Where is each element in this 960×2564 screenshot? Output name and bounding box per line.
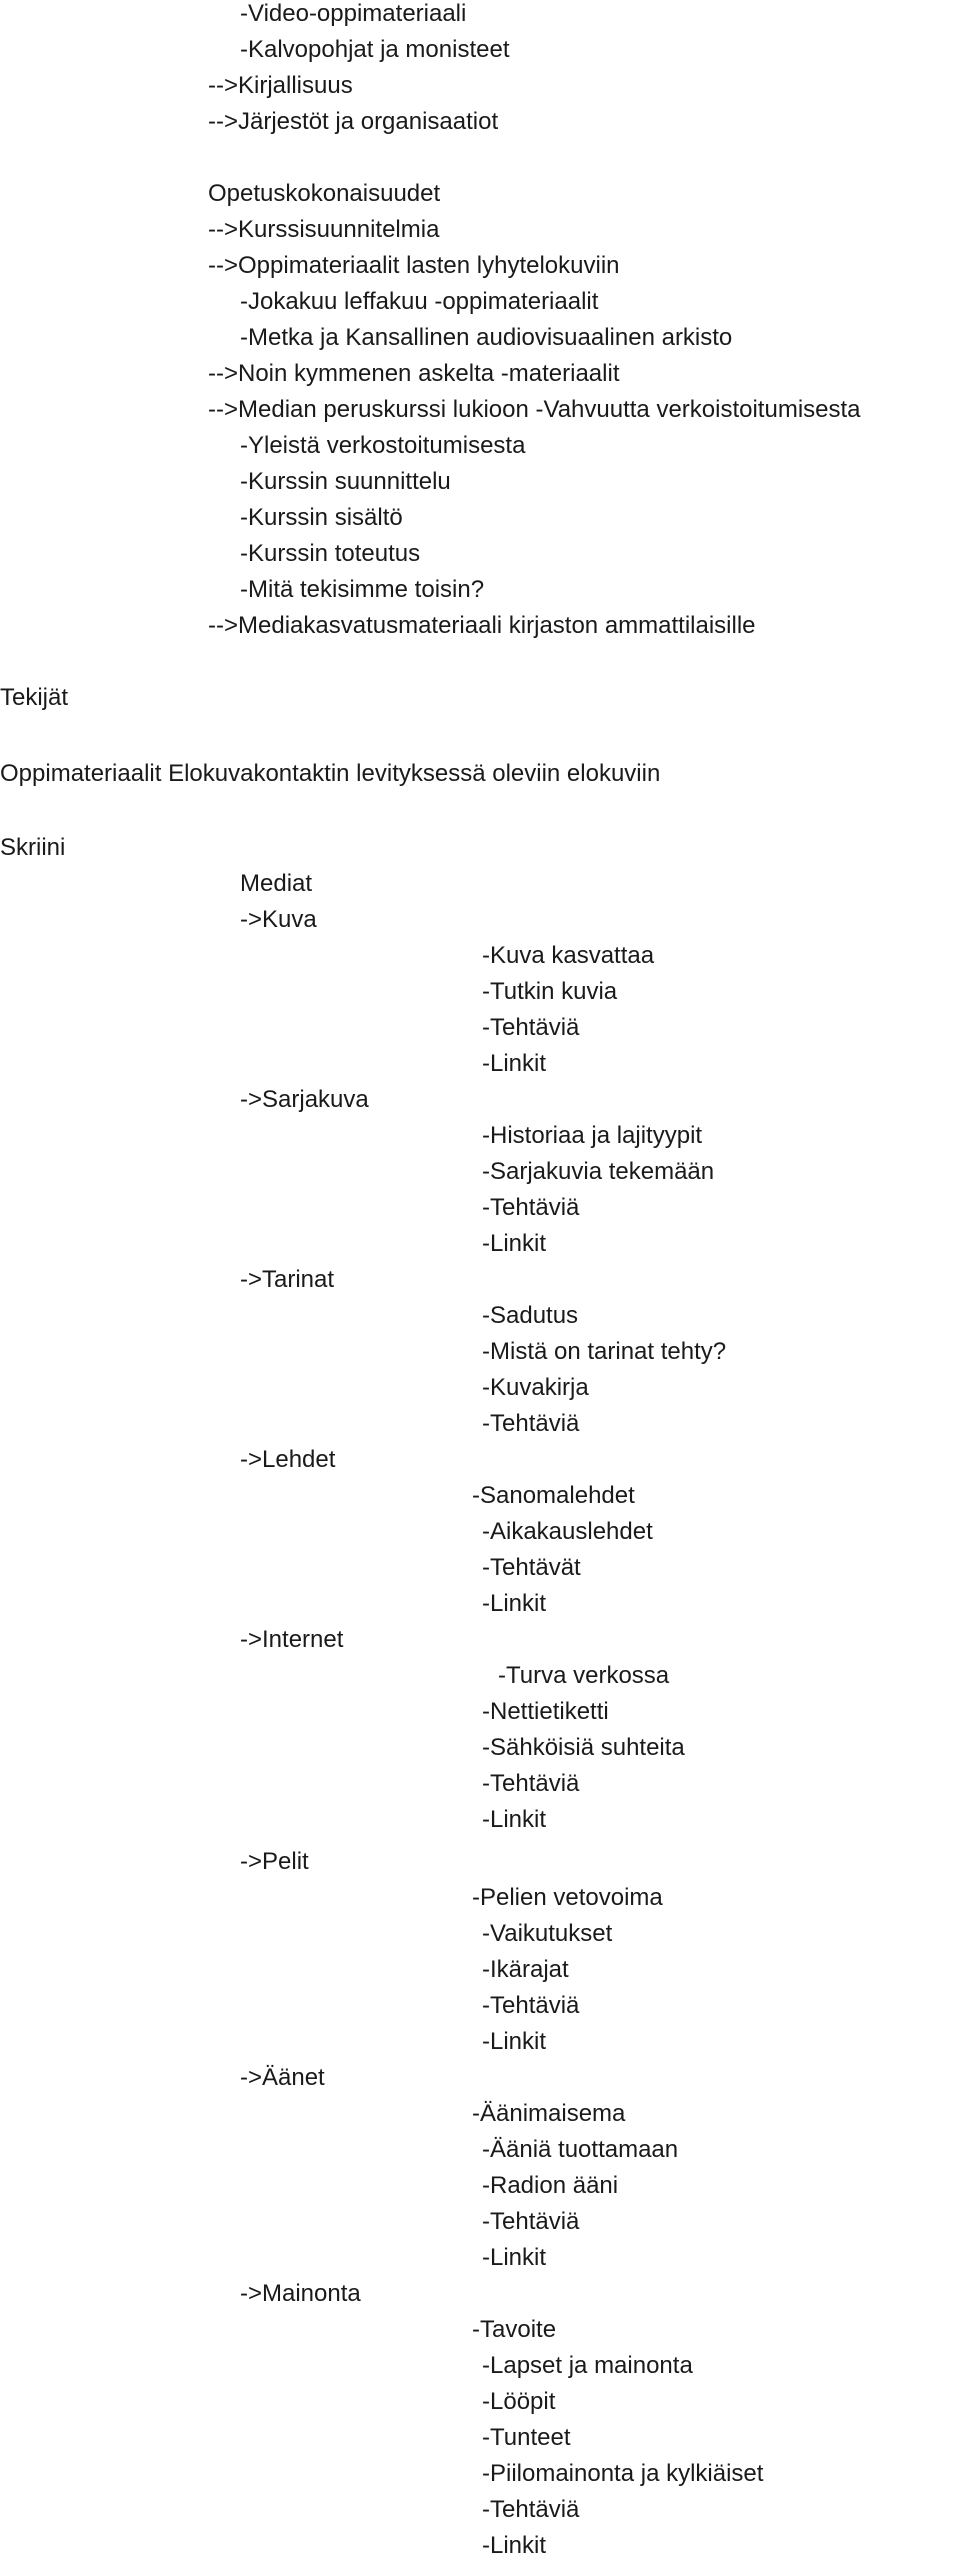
list-item: -Linkit: [482, 1806, 547, 1833]
list-item: -Tehtäviä: [482, 1992, 580, 2019]
list-item: -Pelien vetovoima: [472, 1884, 663, 1911]
list-item: -Sanomalehdet: [472, 1482, 635, 1509]
list-item: -Tunteet: [482, 2424, 571, 2451]
list-item: -Linkit: [482, 2244, 547, 2271]
media-group-sarjakuva: ->Sarjakuva: [240, 1086, 369, 1113]
media-group-pelit: ->Pelit: [240, 1848, 309, 1875]
list-item: -Tavoite: [472, 2316, 557, 2343]
list-item: -Linkit: [482, 1230, 547, 1257]
list-item-short-films: -->Oppimateriaalit lasten lyhytelokuviin: [208, 252, 620, 279]
list-item: -Sähköisiä suhteita: [482, 1734, 685, 1761]
list-item-course-planning: -Kurssin suunnittelu: [240, 468, 451, 495]
list-item: -Sadutus: [482, 1302, 579, 1329]
media-heading: Mediat: [240, 870, 313, 897]
list-item-media-course: -->Median peruskurssi lukioon -Vahvuutta verkoistoitumisesta: [208, 396, 861, 423]
list-item: -Mistä on tarinat tehty?: [482, 1338, 727, 1365]
media-group-internet: ->Internet: [240, 1626, 344, 1653]
list-item: -Piilomainonta ja kylkiäiset: [482, 2460, 764, 2487]
list-item: -Lapset ja mainonta: [482, 2352, 693, 2379]
list-item: -Kuva kasvattaa: [482, 942, 655, 969]
list-item: -Tehtäviä: [482, 1014, 580, 1041]
list-item-literature: -->Kirjallisuus: [208, 72, 353, 99]
section-heading-elokuvakontakti: Oppimateriaalit Elokuvakontaktin levityksessä oleviin elokuviin: [0, 760, 661, 787]
list-item: -Ääniä tuottamaan: [482, 2136, 679, 2163]
list-item-course-plans: -->Kurssisuunnitelmia: [208, 216, 440, 243]
section-heading-skriini: Skriini: [0, 834, 66, 861]
list-item: -Äänimaisema: [472, 2100, 626, 2127]
section-heading-courses: Opetuskokonaisuudet: [208, 180, 441, 207]
list-item: -Radion ääni: [482, 2172, 619, 2199]
list-item-organizations: -->Järjestöt ja organisaatiot: [208, 108, 499, 135]
list-item: -Tehtäviä: [482, 2496, 580, 2523]
list-item-noin-kymmenen: -->Noin kymmenen askelta -materiaalit: [208, 360, 620, 387]
list-item: -Tehtäviä: [482, 1194, 580, 1221]
list-item: -Aikakauslehdet: [482, 1518, 653, 1545]
media-group-mainonta: ->Mainonta: [240, 2280, 361, 2307]
list-item-what-differently: -Mitä tekisimme toisin?: [240, 576, 485, 603]
list-item: -Nettietiketti: [482, 1698, 609, 1725]
list-item-slides: -Kalvopohjat ja monisteet: [240, 36, 510, 63]
list-item: -Vaikutukset: [482, 1920, 613, 1947]
list-item-networking: -Yleistä verkostoitumisesta: [240, 432, 526, 459]
list-item: -Linkit: [482, 1590, 547, 1617]
list-item-video-material: -Video-oppimateriaali: [240, 0, 467, 27]
list-item: -Historiaa ja lajityypit: [482, 1122, 703, 1149]
list-item: -Lööpit: [482, 2388, 556, 2415]
list-item: -Tehtäviä: [482, 2208, 580, 2235]
list-item: -Tehtävät: [482, 1554, 581, 1581]
media-group-tarinat: ->Tarinat: [240, 1266, 335, 1293]
list-item: -Tehtäviä: [482, 1770, 580, 1797]
list-item: -Linkit: [482, 1050, 547, 1077]
list-item-jokakuu: -Jokakuu leffakuu -oppimateriaalit: [240, 288, 599, 315]
list-item: -Linkit: [482, 2028, 547, 2055]
list-item: -Tutkin kuvia: [482, 978, 618, 1005]
section-heading-authors: Tekijät: [0, 684, 69, 711]
list-item: -Ikärajat: [482, 1956, 569, 1983]
list-item-course-implementation: -Kurssin toteutus: [240, 540, 421, 567]
list-item-course-content: -Kurssin sisältö: [240, 504, 403, 531]
media-group-kuva: ->Kuva: [240, 906, 317, 933]
list-item: -Turva verkossa: [498, 1662, 670, 1689]
list-item: -Kuvakirja: [482, 1374, 589, 1401]
list-item: -Sarjakuvia tekemään: [482, 1158, 715, 1185]
list-item: -Tehtäviä: [482, 1410, 580, 1437]
list-item-media-education: -->Mediakasvatusmateriaali kirjaston ammattilaisille: [208, 612, 756, 639]
list-item-metka: -Metka ja Kansallinen audiovisuaalinen arkisto: [240, 324, 733, 351]
media-group-aanet: ->Äänet: [240, 2064, 325, 2091]
media-group-lehdet: ->Lehdet: [240, 1446, 336, 1473]
list-item: -Linkit: [482, 2532, 547, 2559]
